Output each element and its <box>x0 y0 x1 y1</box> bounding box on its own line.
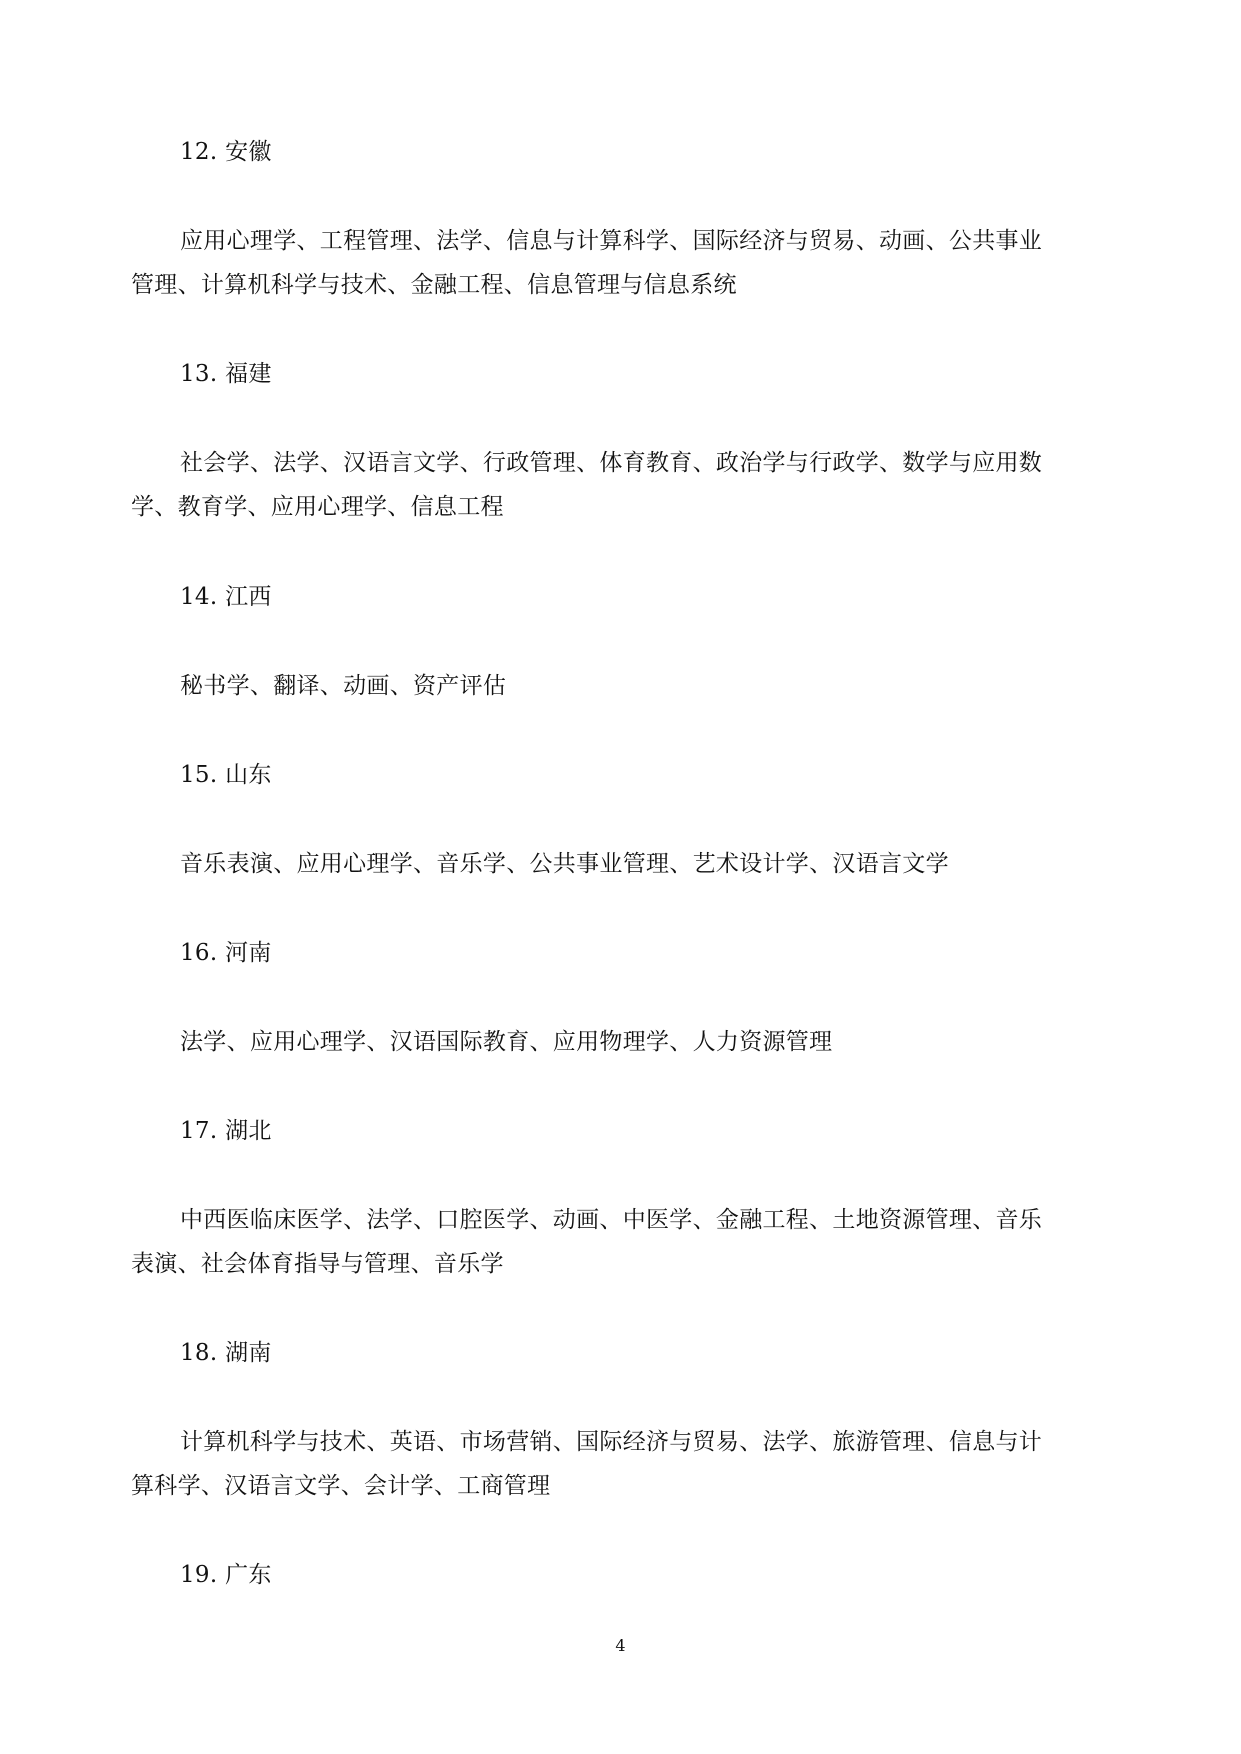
paragraph-line: 秘书学、翻译、动画、资产评估 <box>180 673 507 699</box>
section-heading: 16. 河南 <box>180 940 272 966</box>
section-heading: 15. 山东 <box>180 762 272 788</box>
paragraph-line: 学、教育学、应用心理学、信息工程 <box>131 494 504 520</box>
section-heading: 18. 湖南 <box>180 1340 272 1366</box>
paragraph-line: 中西医临床医学、法学、口腔医学、动画、中医学、金融工程、土地资源管理、音乐 <box>180 1207 1043 1233</box>
paragraph-line: 音乐表演、应用心理学、音乐学、公共事业管理、艺术设计学、汉语言文学 <box>180 851 949 877</box>
section-heading: 17. 湖北 <box>180 1118 272 1144</box>
paragraph-line: 管理、计算机科学与技术、金融工程、信息管理与信息系统 <box>131 272 737 298</box>
section-heading: 19. 广东 <box>180 1562 272 1588</box>
paragraph-line: 算科学、汉语言文学、会计学、工商管理 <box>131 1473 551 1499</box>
section-heading: 14. 江西 <box>180 584 272 610</box>
section-heading: 13. 福建 <box>180 361 272 387</box>
paragraph-line: 法学、应用心理学、汉语国际教育、应用物理学、人力资源管理 <box>180 1029 833 1055</box>
paragraph-line: 社会学、法学、汉语言文学、行政管理、体育教育、政治学与行政学、数学与应用数 <box>180 450 1043 476</box>
paragraph-line: 表演、社会体育指导与管理、音乐学 <box>131 1251 504 1277</box>
paragraph-line: 计算机科学与技术、英语、市场营销、国际经济与贸易、法学、旅游管理、信息与计 <box>180 1429 1043 1455</box>
page-number: 4 <box>615 1636 626 1655</box>
paragraph-line: 应用心理学、工程管理、法学、信息与计算科学、国际经济与贸易、动画、公共事业 <box>180 228 1043 254</box>
section-heading: 12. 安徽 <box>180 139 272 165</box>
